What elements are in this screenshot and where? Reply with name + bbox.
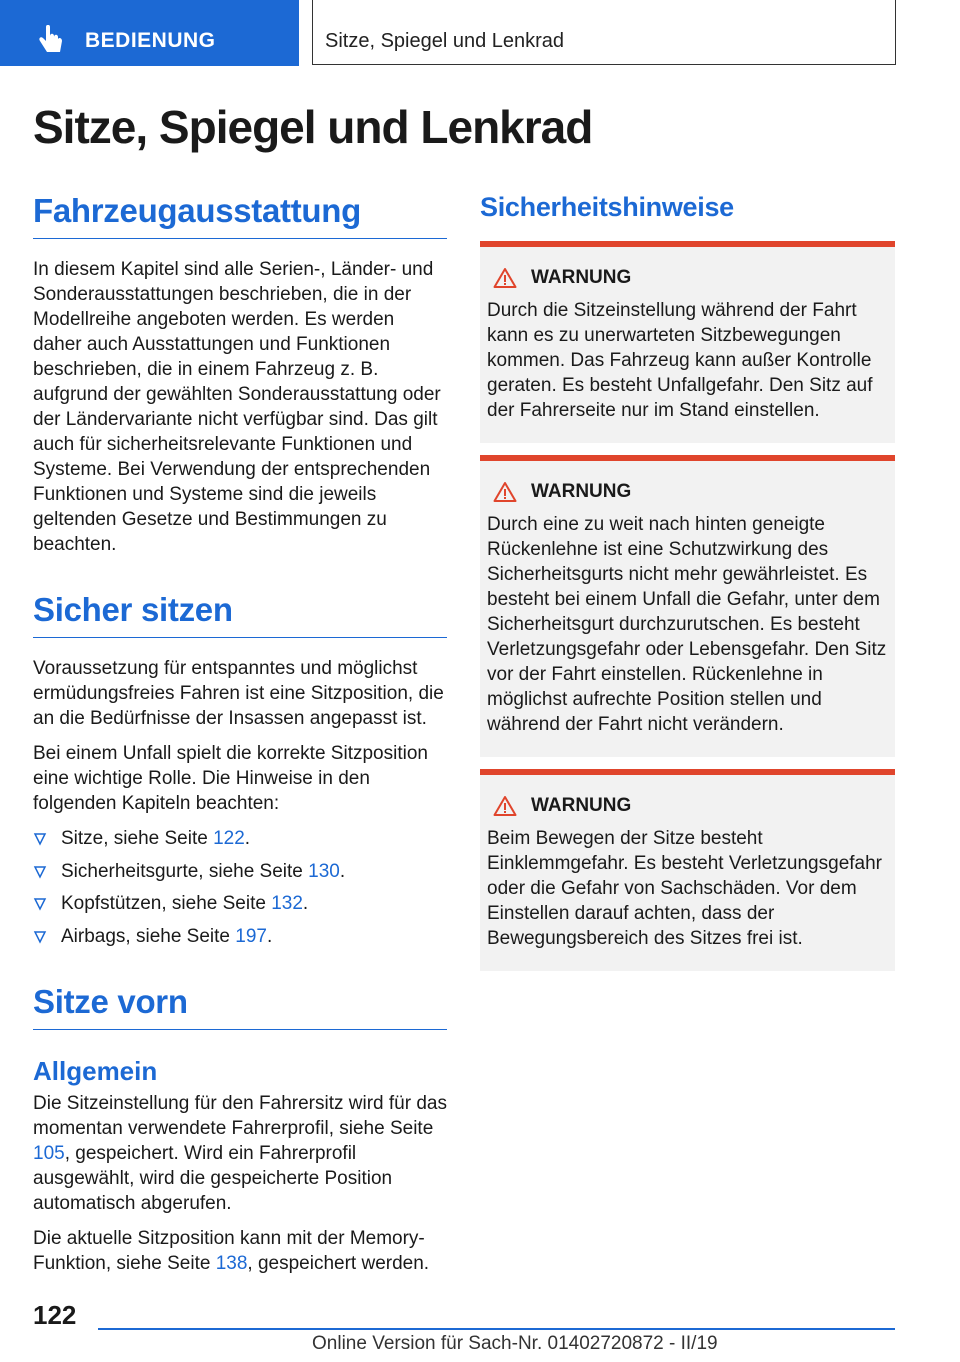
heading-sicherheitshinweise: Sicherheitshinweise bbox=[480, 192, 734, 222]
list-item: Sitze, siehe Seite 122. bbox=[33, 826, 447, 851]
page-link[interactable]: 105 bbox=[33, 1142, 65, 1164]
footer-divider bbox=[98, 1328, 895, 1330]
warning-title: WARNUNG bbox=[531, 481, 632, 502]
triangle-bullet-icon bbox=[33, 897, 47, 911]
triangle-bullet-icon bbox=[33, 930, 47, 944]
page-link[interactable]: 130 bbox=[308, 860, 340, 882]
warning-box bbox=[480, 241, 895, 443]
page-link[interactable]: 138 bbox=[215, 1252, 248, 1274]
paragraph-sicher-2: Bei einem Unfall spielt die korrekte Sitzposition eine wichtige Rolle. Die Hinweise in den folgenden Kapiteln beachten: bbox=[33, 743, 428, 814]
warning-box bbox=[480, 455, 895, 757]
warning-box bbox=[480, 769, 895, 971]
page-title: Sitze, Spiegel und Lenkrad bbox=[33, 101, 593, 153]
page-link[interactable]: 122 bbox=[213, 828, 245, 849]
warning-triangle-icon bbox=[493, 795, 517, 817]
paragraph-fahrzeugausstattung: In diesem Kapitel sind alle Serien-, Länder- und Sonderausstattungen beschrieben, die in der Modellreihe angeboten werden. Es werden daher auch Ausstattungen und Funktionen beschrieben, die in einem Fahrzeug z. B. aufgrund der gewählten Sonderausstattung oder der Ländervariante nicht verfügbar sind. Das gilt auch für sicherheitsrelevante Funktionen und Systeme. Bei Verwendung der entsprechenden Funktionen und Systeme sind die jeweils geltenden Gesetze und Bestimmungen zu beachten. bbox=[33, 259, 441, 555]
hand-pointer-icon bbox=[36, 25, 66, 55]
warning-text: Durch die Sitzeinstellung während der Fahrt kann es zu unerwarteten Sitzbewegungen kommen. Das Fahrzeug kann außer Kontrolle geraten. Es besteht Unfallgefahr. Den Sitz auf der Fahrerseite nur im Stand einstellen. bbox=[487, 300, 873, 421]
header-tab bbox=[0, 0, 299, 66]
list-item: Airbags, siehe Seite 197. bbox=[33, 924, 447, 949]
left-column bbox=[33, 192, 447, 1286]
footer-text: Online Version für Sach-Nr. 01402720872 - II/19 bbox=[312, 1333, 718, 1354]
page-link[interactable]: 197 bbox=[235, 925, 267, 947]
reference-list bbox=[33, 826, 447, 949]
page-link[interactable]: 132 bbox=[271, 893, 303, 914]
heading-fahrzeugausstattung: Fahrzeugausstattung bbox=[33, 192, 447, 239]
paragraph-allgemein-2: Die aktuelle Sitzposition kann mit der Memory-Funktion, siehe Seite 138, gespeichert werden. bbox=[33, 1227, 430, 1274]
paragraph-sicher-1: Voraussetzung für entspanntes und möglichst ermüdungsfreies Fahren ist eine Sitzposition, die an die Bedürfnisse der Insassen angepasst ist. bbox=[33, 658, 444, 729]
right-column bbox=[480, 192, 895, 983]
heading-allgemein: Allgemein bbox=[33, 1055, 158, 1086]
warning-title: WARNUNG bbox=[531, 267, 632, 288]
triangle-bullet-icon bbox=[33, 832, 47, 846]
warning-title: WARNUNG bbox=[531, 795, 632, 816]
paragraph-allgemein-1: Die Sitzeinstellung für den Fahrersitz wird für das momentan verwendete Fahrerprofil, siehe Seite 105, gespeichert. Wird ein Fahrerprofil ausgewählt, wird die gespeicherte Position automatisch abgerufen. bbox=[33, 1092, 447, 1214]
heading-sicher-sitzen: Sicher sitzen bbox=[33, 591, 447, 638]
list-item: Sicherheitsgurte, siehe Seite 130. bbox=[33, 859, 447, 884]
warning-text: Beim Bewegen der Sitze besteht Einklemmgefahr. Es besteht Verletzungsgefahr oder die Gefahr von Sachschäden. Vor dem Einstellen darauf achten, dass der Bewegungsbereich des Sitzes frei ist. bbox=[487, 828, 883, 949]
header-tab-label: BEDIENUNG bbox=[85, 29, 216, 52]
warning-text: Durch eine zu weit nach hinten geneigte Rückenlehne ist eine Schutzwirkung des Sicherheitsgurts nicht mehr gewährleistet. Es besteht bei einem Unfall die Gefahr, unter dem Sicherheitsgurt durchzurutschen. Es besteht Verletzungsgefahr oder Lebensgefahr. Den Sitz vor der Fahrt einstellen. Rückenlehne in möglichst aufrechte Position stellen und während der Fahrt nicht verändern. bbox=[487, 514, 887, 735]
header-section-box bbox=[312, 0, 896, 65]
header-section-label: Sitze, Spiegel und Lenkrad bbox=[325, 30, 565, 52]
page-number: 122 bbox=[33, 1300, 77, 1330]
heading-sitze-vorn: Sitze vorn bbox=[33, 983, 447, 1030]
warning-triangle-icon bbox=[493, 481, 517, 503]
warning-triangle-icon bbox=[493, 267, 517, 289]
list-item: Kopfstützen, siehe Seite 132. bbox=[33, 891, 447, 916]
triangle-bullet-icon bbox=[33, 865, 47, 879]
